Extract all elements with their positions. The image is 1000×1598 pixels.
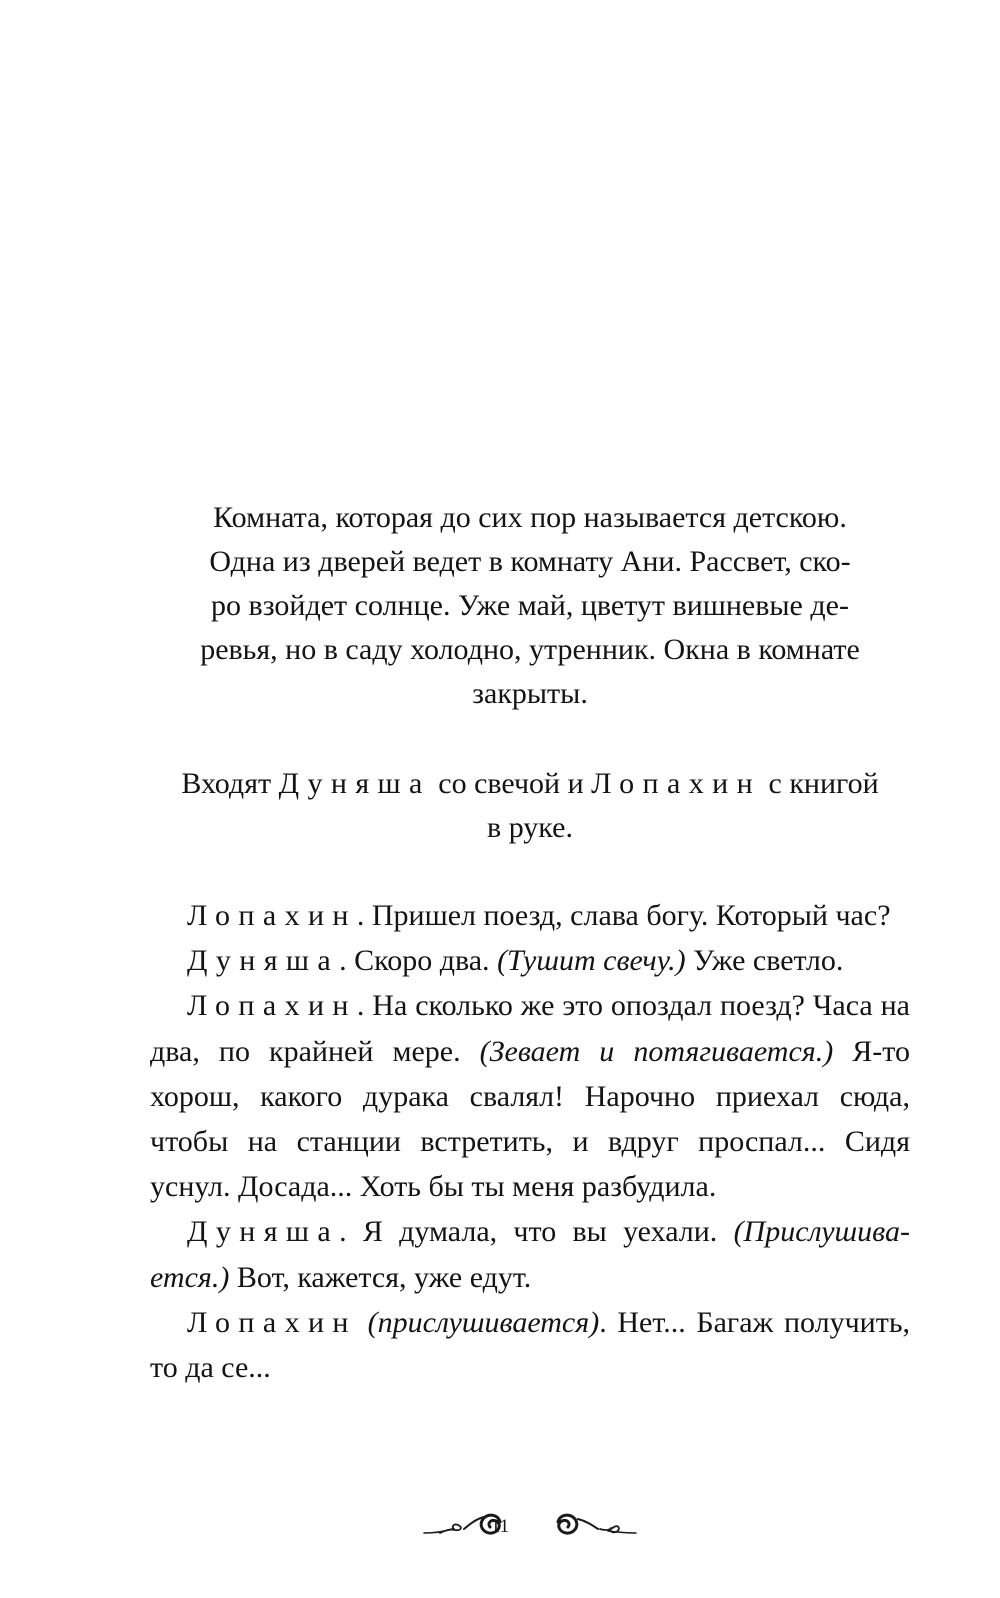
stage-line: Комната, которая до сих пор называется детскою.	[213, 501, 847, 534]
stage-line: ревья, но в саду холодно, утренник. Окна в комнате	[200, 633, 860, 666]
speaker-name: Дуняша	[187, 944, 340, 978]
speaker-name: Лопахин	[187, 989, 357, 1023]
stage-remark: (Тушит свечу.)	[497, 944, 686, 978]
speech-text: Уже светло.	[685, 944, 844, 978]
character-name: Лопахин	[591, 767, 762, 800]
speech-text: Я-то хорош, какого дурака свалял! Нарочно приехал сюда, чтобы на станции встретить, и вдруг проспал... Сидя уснул. Досада... Хоть бы ты меня разбудила.	[150, 1034, 911, 1204]
dialogue-line	[150, 938, 910, 983]
enter-word: Входят	[181, 767, 272, 800]
stage-line: закрыты.	[472, 677, 588, 710]
page-number: 11	[490, 1516, 510, 1537]
stage-remark: (Прислушивается.)	[150, 1215, 910, 1294]
stage-line: ро взойдет солнце. Уже май, цветут вишневые де-	[211, 589, 849, 622]
speech-text: . На сколько же это опоздал поезд? Часа на два, по крайней мере.	[150, 989, 910, 1068]
dialogue-line	[150, 893, 910, 938]
stage-line: Одна из дверей ведет в комнату Ани. Рассвет, ско-	[209, 545, 851, 578]
speaker-name: Дуняша	[187, 1215, 340, 1249]
speaker-name: Лопахин	[187, 899, 357, 932]
character-name: Дуняша	[278, 767, 431, 800]
speech-text: Вот, кажется, уже едут.	[229, 1260, 532, 1294]
stage-text: со свечой и	[438, 767, 584, 800]
stage-line	[150, 762, 910, 806]
speech-text: . Нет... Багаж получить, то да се...	[150, 1305, 911, 1385]
dialogue-line	[150, 983, 910, 1209]
speech-text: . Я думала, что вы уехали.	[339, 1215, 734, 1249]
stage-remark: (Зевает и потягивается.)	[479, 1034, 834, 1068]
stage-direction-entrance	[150, 762, 910, 850]
speech-text: . Пришел поезд, слава богу. Который час?	[356, 899, 891, 932]
speech-text	[357, 1306, 368, 1339]
dialogue-line	[150, 1300, 910, 1390]
stage-line: в руке.	[487, 811, 573, 844]
speech-text: . Скоро два.	[339, 944, 498, 978]
stage-direction-setting	[150, 496, 910, 716]
stage-remark: (прислушивается)	[367, 1305, 600, 1339]
dialogue-line	[150, 1209, 910, 1299]
stage-text: с книгой	[768, 767, 879, 800]
page-footer	[0, 1500, 1000, 1560]
speaker-name: Лопахин	[187, 1305, 357, 1339]
dialogue-block	[150, 893, 910, 1390]
